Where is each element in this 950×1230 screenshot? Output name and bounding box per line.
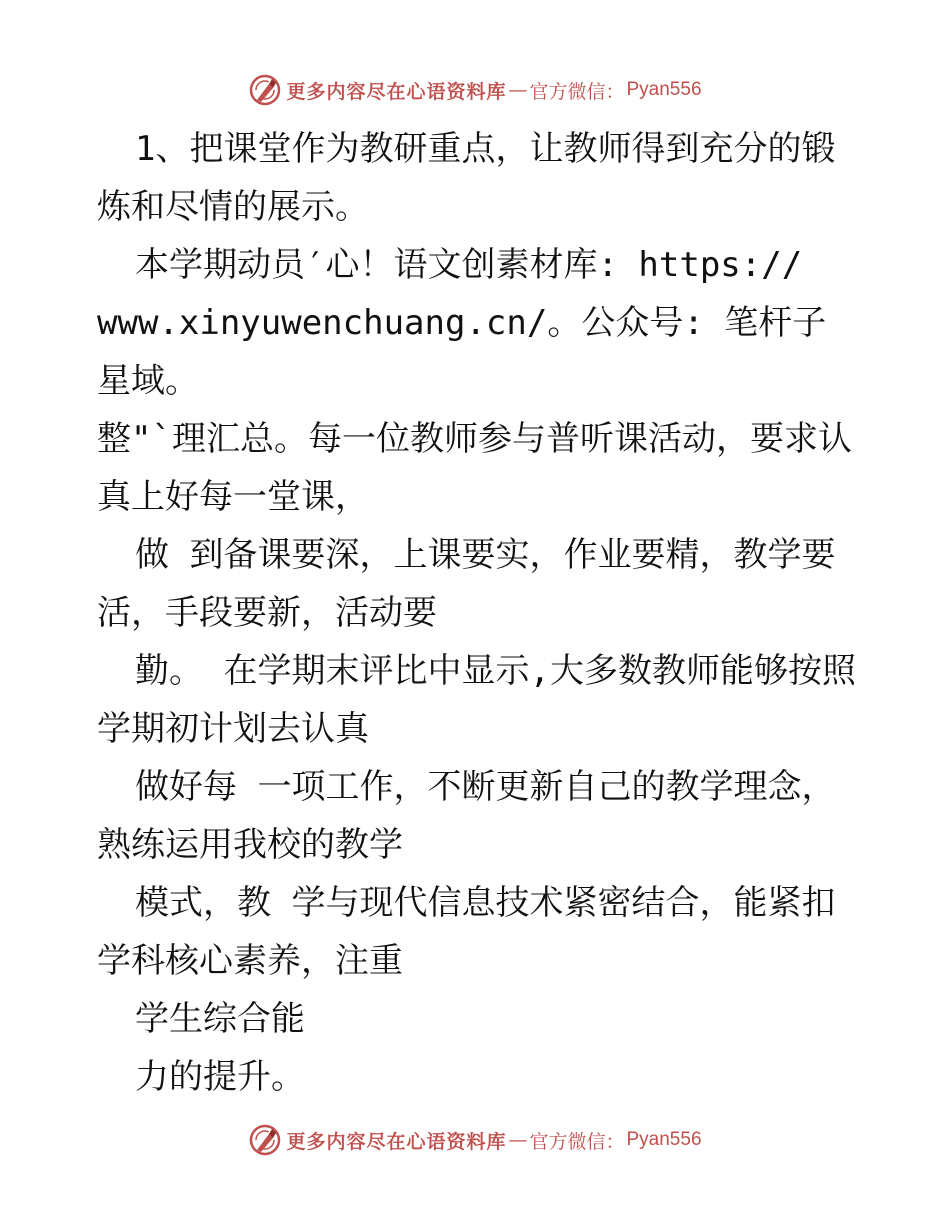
footer-wechat-id: Pyan556 — [626, 1129, 702, 1150]
body-line-6: 真上好每一堂课， — [97, 477, 369, 517]
body-line-11: 做好每 一项工作，不断更新自己的教学理念， — [135, 767, 836, 807]
body-line-12: 熟练运用我校的教学 — [97, 825, 403, 865]
body-line-13: 模式，教 学与现代信息技术紧密结合，能紧扣 — [135, 883, 836, 923]
header-wechat-label: 官方微信： — [529, 80, 625, 103]
body-line-8: 活，手段要新，活动要 — [97, 593, 437, 633]
body-line-9: 勤。 在学期末评比中显示,大多数教师能够按照 — [135, 651, 856, 691]
pen-nib-logo-icon — [248, 73, 282, 107]
footer-brand-text: 更多内容尽在心语资料库 — [286, 1130, 507, 1153]
footer-banner — [0, 1120, 950, 1160]
body-line-15: 学生综合能 — [135, 999, 305, 1039]
footer-wechat-label: 官方微信： — [529, 1130, 625, 1153]
body-line-5: 整"`理汇总。每一位教师参与普听课活动，要求认 — [97, 419, 852, 459]
header-brand-text: 更多内容尽在心语资料库 — [286, 80, 507, 103]
document-body — [97, 120, 857, 1106]
header-wechat-id: Pyan556 — [626, 79, 702, 100]
header-separator: — — [508, 79, 528, 101]
body-line-14: 学科核心素养，注重 — [97, 941, 403, 981]
pen-nib-logo-icon — [248, 1123, 282, 1157]
body-line-16: 力的提升。 — [135, 1057, 305, 1097]
header-banner — [0, 70, 950, 110]
body-line-2: 炼和尽情的展示。 — [97, 187, 369, 227]
body-line-7: 做 到备课要深，上课要实，作业要精，教学要 — [135, 535, 836, 575]
footer-separator: — — [508, 1129, 528, 1151]
body-line-10: 学期初计划去认真 — [97, 709, 369, 749]
body-line-3: 本学期动员′心！语文创素材库: https:// — [135, 245, 803, 285]
body-line-1: 1、把课堂作为教研重点，让教师得到充分的锻 — [135, 129, 836, 169]
body-line-4: www.xinyuwenchuang.cn/。公众号: 笔杆子星域。 — [97, 303, 827, 401]
